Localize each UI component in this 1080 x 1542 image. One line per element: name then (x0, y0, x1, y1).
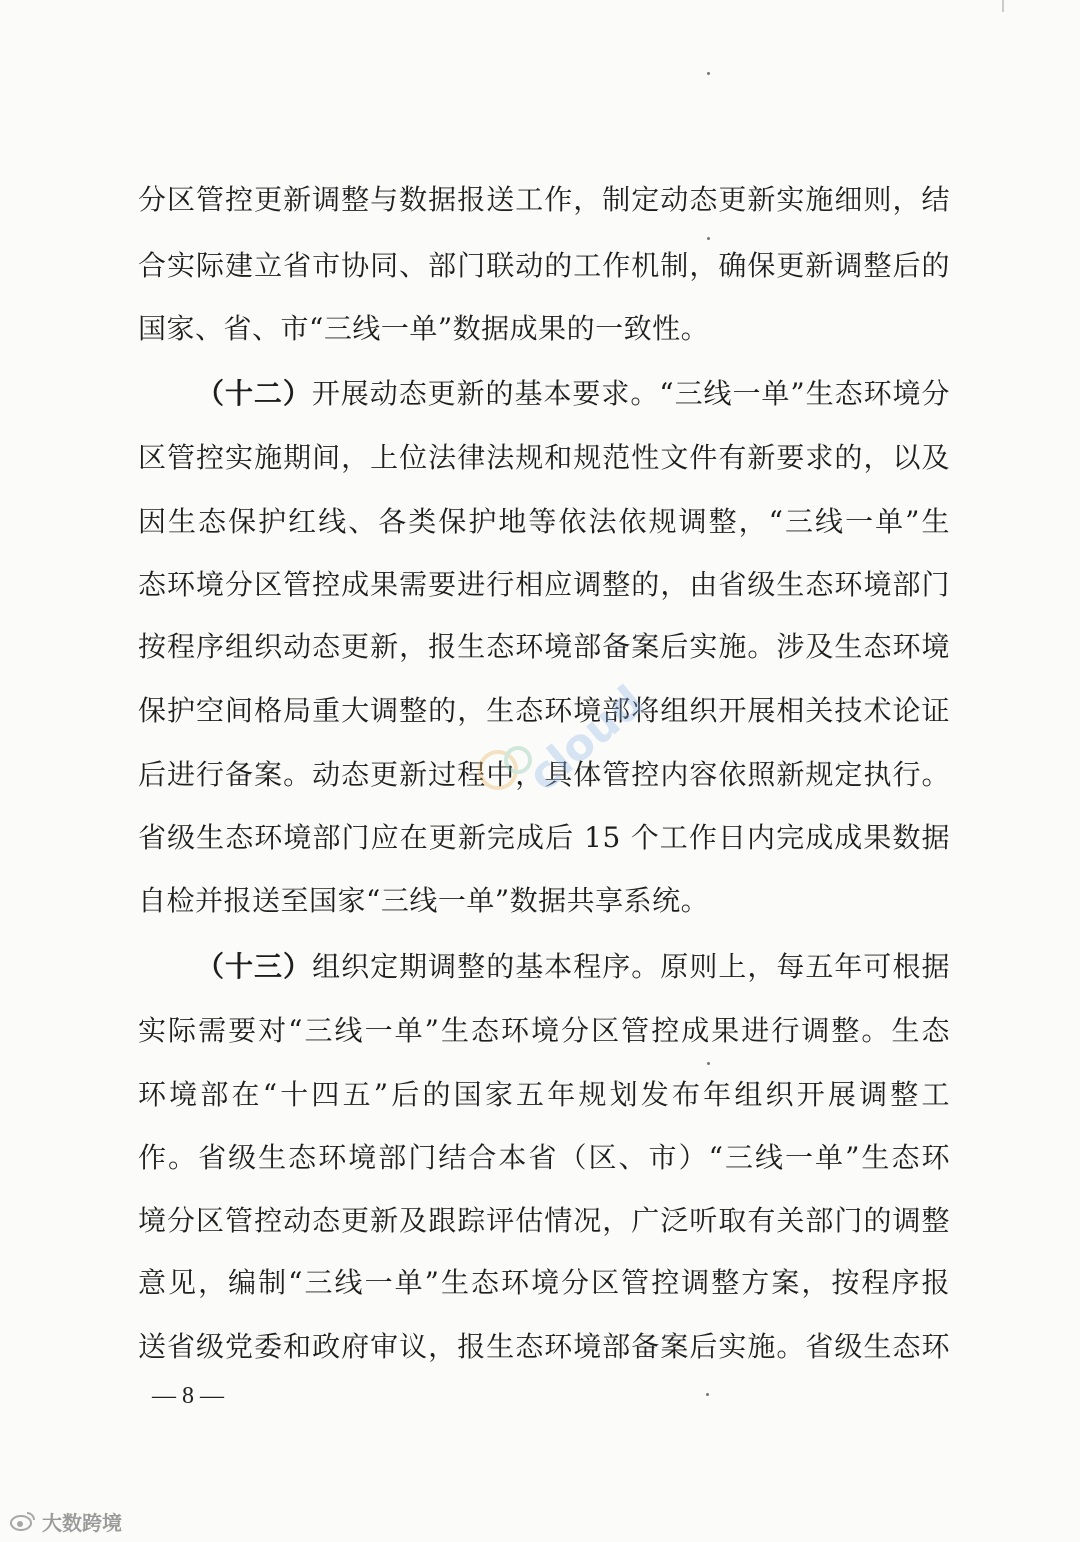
body-line: 作。省级生态环境部门结合本省（区、市）“三线一单”生态环 (138, 1141, 950, 1174)
cloud-watermark (470, 676, 655, 810)
body-line: 国家、省、市“三线一单”数据成果的一致性。 (138, 312, 710, 345)
section-13-label: （十三） (196, 950, 313, 983)
body-line: 实际需要对“三线一单”生态环境分区管控成果进行调整。生态 (138, 1014, 950, 1047)
body-line: 意见，编制“三线一单”生态环境分区管控调整方案，按程序报 (138, 1266, 950, 1299)
section-12-line (196, 377, 950, 411)
body-line: 因生态保护红线、各类保护地等依法依规调整，“三线一单”生 (138, 505, 950, 538)
body-line: 环境部在“十四五”后的国家五年规划发布年组织开展调整工 (138, 1078, 950, 1111)
scan-speck (706, 1393, 709, 1396)
body-line: 境分区管控动态更新及跟踪评估情况，广泛听取有关部门的调整 (138, 1204, 950, 1237)
scan-edge-mark (1002, 0, 1004, 12)
scan-speck (707, 237, 710, 240)
body-line: 合实际建立省市协同、部门联动的工作机制，确保更新调整后的 (138, 249, 950, 282)
brand-mark (10, 1508, 122, 1534)
scan-speck (707, 1062, 710, 1065)
body-line: 送省级党委和政府审议，报生态环境部备案后实施。省级生态环 (138, 1330, 950, 1363)
body-line: 省级生态环境部门应在更新完成后 15 个工作日内完成成果数据 (138, 821, 950, 854)
weibo-icon (10, 1510, 36, 1532)
section-13-heading-text: 组织定期调整的基本程序。原则上，每五年可根据 (312, 950, 950, 983)
body-line: 按程序组织动态更新，报生态环境部备案后实施。涉及生态环境 (138, 630, 950, 663)
section-12-label: （十二） (196, 377, 312, 410)
brand-name: 大数跨境 (42, 1510, 122, 1535)
body-line: 后进行备案。动态更新过程中，具体管控内容依照新规定执行。 (138, 758, 950, 791)
body-line: 分区管控更新调整与数据报送工作，制定动态更新实施细则，结 (138, 183, 950, 216)
body-line: 自检并报送至国家“三线一单”数据共享系统。 (138, 884, 710, 917)
section-12-heading-text: 开展动态更新的基本要求。“三线一单”生态环境分 (311, 377, 950, 410)
body-line: 态环境分区管控成果需要进行相应调整的，由省级生态环境部门 (138, 568, 950, 601)
body-line: 保护空间格局重大调整的，生态环境部将组织开展相关技术论证 (138, 694, 950, 727)
svg-text:cloud: cloud (518, 676, 655, 802)
scan-speck (707, 72, 710, 75)
section-13-line (196, 950, 950, 984)
page-number: — 8 — (152, 1383, 224, 1409)
body-line: 区管控实施期间，上位法律法规和规范性文件有新要求的，以及 (138, 441, 950, 474)
